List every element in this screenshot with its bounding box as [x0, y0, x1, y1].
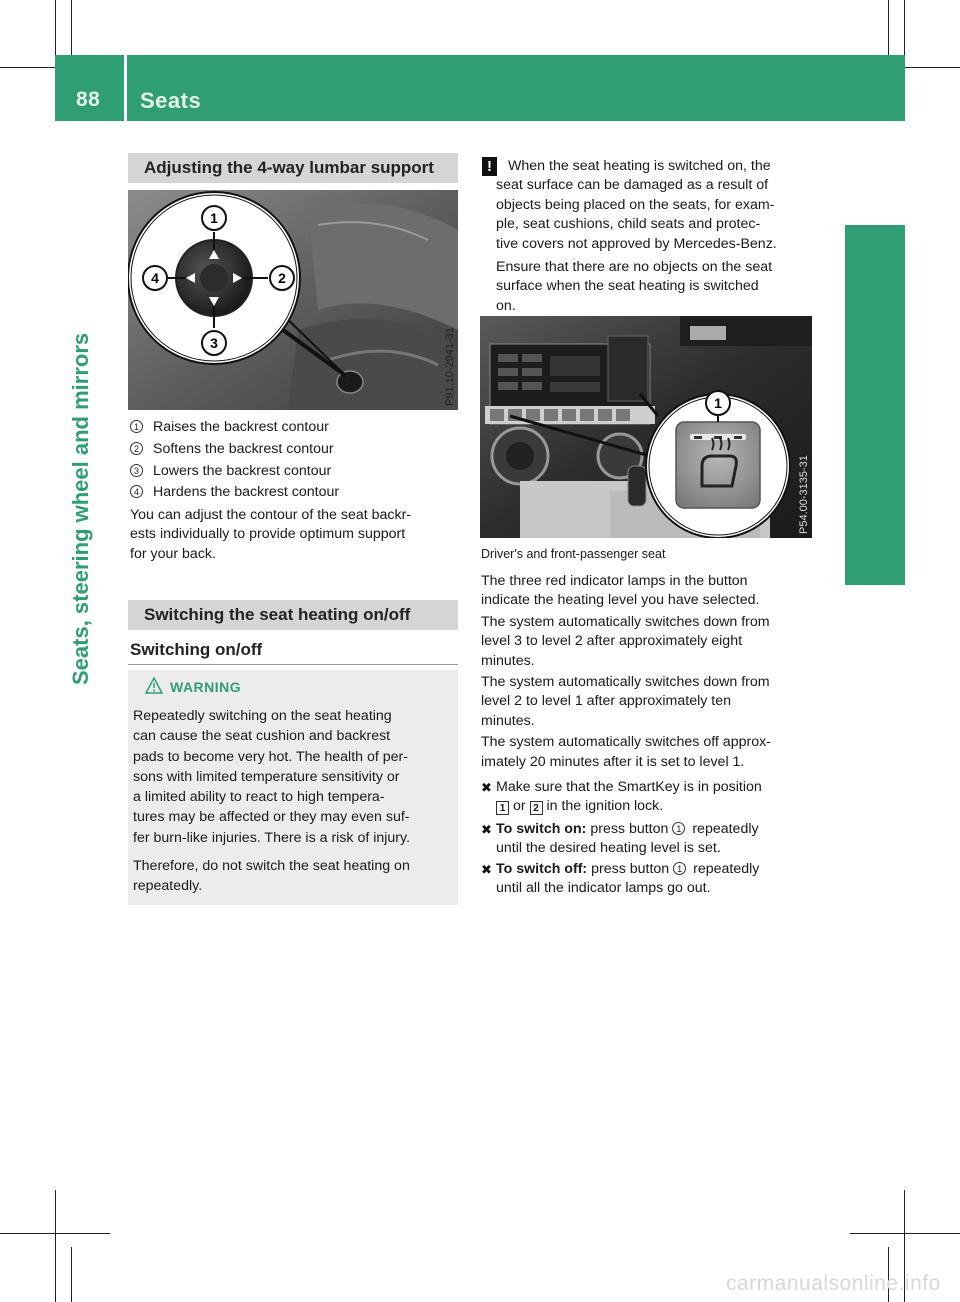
text-line: until the desired heating level is set. [496, 840, 721, 857]
step-text: repeatedly [693, 861, 760, 877]
text-line: The three red indicator lamps in the button [481, 573, 748, 589]
text-line: until all the indicator lamps go out. [496, 880, 711, 897]
page-number: 88 [76, 88, 101, 111]
seat-heating-heading: Switching the seat heating on/off [128, 600, 458, 630]
text-line: a limited ability to react to high tempera- [133, 789, 385, 806]
text-line: tures may be affected or they may even suf- [133, 809, 410, 826]
text-line: level 2 to level 1 after approximately ten [481, 693, 731, 710]
step-text: press button [591, 861, 670, 877]
text-line: Make sure that the SmartKey is in position [496, 779, 762, 795]
text-line: ests individually to provide optimum support [130, 526, 406, 543]
text-line: imately 20 minutes after it is set to level 1. [481, 753, 745, 770]
text-line: Repeatedly switching on the seat heating [133, 708, 392, 724]
notice-text [496, 157, 816, 316]
side-tab [845, 225, 905, 585]
text-line: Ensure that there are no objects on the seat [496, 259, 773, 276]
text-line: can cause the seat cushion and backrest [133, 728, 391, 745]
divider [128, 664, 458, 665]
side-tab-label: Seats, steering wheel and mirrors [68, 332, 93, 685]
lumbar-heading: Adjusting the 4-way lumbar support [128, 153, 458, 183]
text-line: on. [496, 297, 516, 314]
number-1-icon: 1 [130, 420, 143, 433]
step-text: press button [590, 821, 669, 837]
step-arrow-icon: ✖ [481, 822, 492, 837]
warning-triangle-icon [145, 677, 163, 694]
step-text: in the ignition lock. [546, 798, 664, 815]
text-line: When the seat heating is switched on, the [508, 158, 771, 174]
warning-title: WARNING [170, 679, 242, 695]
text-line: surface when the seat heating is switched [496, 278, 759, 295]
text-line: minutes. [481, 712, 535, 729]
text-line: level 3 to level 2 after approximately eight [481, 633, 743, 650]
step-label: To switch off: [496, 861, 588, 877]
or-text: or [512, 798, 526, 815]
step-3 [496, 860, 816, 899]
legend-item [130, 418, 329, 437]
number-3-icon: 3 [130, 464, 143, 477]
callout-1: 1 [714, 395, 722, 411]
text-line: indicate the heating level you have selected. [481, 592, 760, 609]
warning-text [133, 706, 455, 897]
crop-mark [55, 1190, 56, 1302]
step-1 [496, 778, 816, 817]
lumbar-paragraph [130, 506, 460, 564]
lumbar-illustration [128, 190, 458, 410]
step-label: To switch on: [496, 821, 587, 837]
text-line [496, 820, 816, 839]
legend-item [130, 483, 339, 502]
figure-code: P54.00-3135-31 [798, 455, 810, 534]
legend-text: Lowers the backrest contour [153, 463, 332, 479]
number-1-icon: 1 [672, 822, 685, 835]
switching-subheading: Switching on/off [130, 640, 263, 659]
callout-3: 3 [210, 335, 218, 351]
text-line: Therefore, do not switch the seat heating on [133, 858, 410, 875]
text-line: sons with limited temperature sensitivity or [133, 768, 400, 785]
text-line: pads to become very hot. The health of per- [133, 748, 408, 765]
legend-text: Softens the backrest contour [153, 441, 334, 457]
text-line: fer burn-like injuries. There is a risk of injury. [133, 829, 411, 846]
text-line [496, 860, 816, 879]
lumbar-figure [128, 190, 458, 410]
crop-mark [888, 0, 889, 55]
figure-code: P91.10-2941-31 [444, 327, 456, 406]
step-arrow-icon: ✖ [481, 862, 492, 877]
text-line: tive covers not approved by Mercedes-Benz. [496, 235, 777, 252]
step-2 [496, 820, 816, 859]
right-paragraphs [481, 572, 813, 772]
crop-mark [71, 1247, 72, 1302]
text-line: seat surface can be damaged as a result of [496, 177, 769, 194]
text-line: You can adjust the contour of the seat backr- [130, 507, 412, 523]
text-line: minutes. [481, 652, 535, 669]
seat-heating-figure [480, 316, 812, 538]
figure-caption: Driver's and front-passenger seat [481, 547, 666, 561]
header-divider [124, 55, 127, 121]
text-line [496, 797, 816, 816]
key-position-1-icon: 1 [496, 801, 509, 815]
watermark: carmanualsonline.info [726, 1272, 941, 1295]
crop-mark [850, 1233, 960, 1234]
text-line: The system automatically switches down from [481, 674, 770, 691]
text-line: The system automatically switches down from [481, 613, 770, 630]
number-2-icon: 2 [130, 442, 143, 455]
notice-icon: ! [482, 157, 497, 176]
text-line: The system automatically switches off approx- [481, 734, 771, 751]
callout-2: 2 [278, 270, 286, 286]
legend-item [130, 462, 331, 481]
legend-text: Raises the backrest contour [153, 419, 329, 435]
step-text: repeatedly [692, 821, 759, 837]
console-illustration [480, 316, 812, 538]
crop-mark [71, 0, 72, 55]
number-4-icon: 4 [130, 485, 143, 498]
number-1-icon: 1 [673, 862, 686, 875]
legend-text: Hardens the backrest contour [153, 484, 340, 500]
step-arrow-icon: ✖ [481, 780, 492, 795]
callout-4: 4 [151, 270, 159, 286]
text-line: for your back. [130, 545, 216, 562]
key-position-2-icon: 2 [530, 801, 543, 815]
legend-item [130, 440, 334, 459]
header-title: Seats [140, 88, 202, 113]
text-line: repeatedly. [133, 878, 203, 895]
callout-1: 1 [210, 210, 218, 226]
text-line: objects being placed on the seats, for exam- [496, 196, 775, 213]
text-line: ple, seat cushions, child seats and protec- [496, 216, 761, 233]
